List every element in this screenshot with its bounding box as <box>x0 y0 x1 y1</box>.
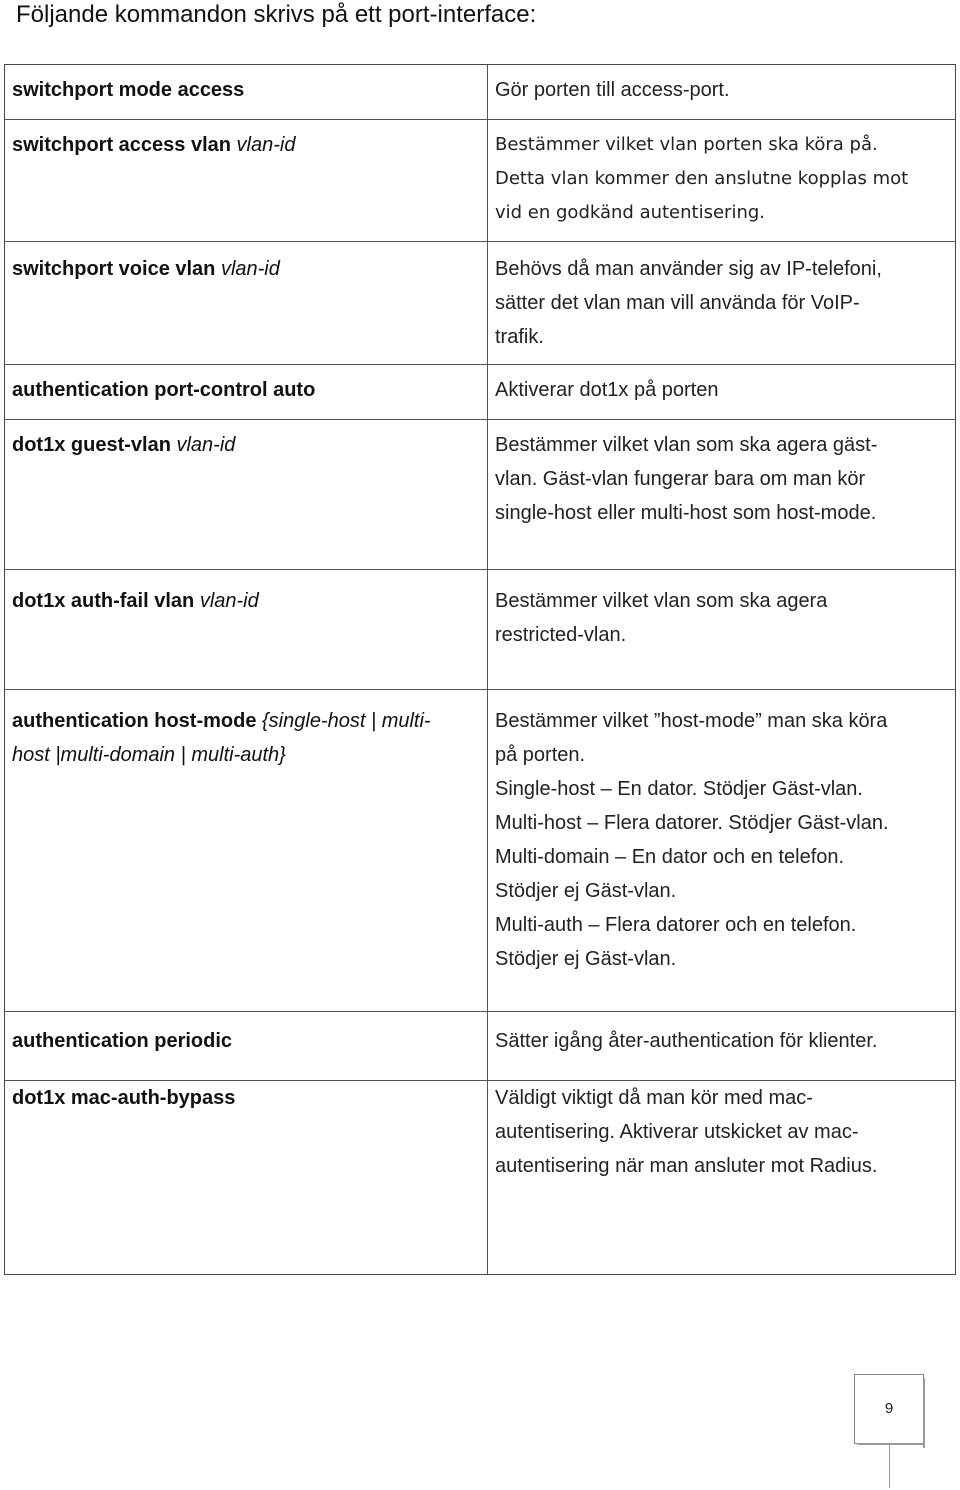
column-divider <box>487 64 488 1275</box>
command-text: authentication periodic <box>12 1030 233 1052</box>
command-cell <box>12 1024 477 1058</box>
command-cell <box>12 584 477 618</box>
description-line: Multi-domain – En dator och en telefon. <box>495 846 845 868</box>
description-line: Väldigt viktigt då man kör med mac- <box>495 1087 813 1109</box>
description-line: single-host eller multi-host som host-mode. <box>495 502 877 524</box>
table-row <box>4 1080 956 1275</box>
description-line: Multi-auth – Flera datorer och en telefon. <box>495 914 857 936</box>
command-cell <box>12 704 477 772</box>
command-cell <box>12 1081 477 1115</box>
command-text: switchport access vlan <box>12 134 237 156</box>
description-line: Detta vlan kommer den anslutne kopplas mot <box>495 168 909 189</box>
description-line: Bestämmer vilket ”host-mode” man ska köra <box>495 710 888 732</box>
description-line: Bestämmer vilket vlan porten ska köra på. <box>495 134 878 155</box>
description-line: Sätter igång åter-authentication för klienter. <box>495 1030 878 1052</box>
command-text: dot1x auth-fail vlan <box>12 590 200 612</box>
table-row <box>4 689 956 1011</box>
command-text: switchport voice vlan <box>12 258 221 280</box>
description-line: Stödjer ej Gäst-vlan. <box>495 880 677 902</box>
command-argument: host |multi-domain | multi-auth} <box>12 744 286 766</box>
description-cell <box>495 128 950 230</box>
table-row <box>4 1011 956 1066</box>
description-line: vlan. Gäst-vlan fungerar bara om man kör <box>495 468 866 490</box>
command-cell <box>12 428 477 462</box>
description-cell <box>495 373 950 407</box>
description-line: Aktiverar dot1x på porten <box>495 379 719 401</box>
table-row <box>4 364 956 419</box>
description-line: Behövs då man använder sig av IP-telefoni, <box>495 258 882 280</box>
page-heading: Följande kommandon skrivs på ett port-interface: <box>16 1 537 28</box>
description-cell <box>495 704 950 976</box>
description-line: autentisering. Aktiverar utskicket av mac- <box>495 1121 859 1143</box>
command-argument: {single-host | multi- <box>262 710 431 732</box>
description-cell <box>495 584 950 652</box>
command-argument: vlan-id <box>199 590 259 612</box>
command-text: dot1x mac-auth-bypass <box>12 1087 236 1109</box>
command-cell <box>12 73 477 107</box>
description-line: Stödjer ej Gäst-vlan. <box>495 948 677 970</box>
description-line: på porten. <box>495 744 586 766</box>
description-line: vid en godkänd autentisering. <box>495 202 766 223</box>
description-line: Gör porten till access-port. <box>495 79 730 101</box>
command-cell <box>12 373 477 407</box>
description-line: Bestämmer vilket vlan som ska agera gäst- <box>495 434 878 456</box>
description-line: trafik. <box>495 326 544 348</box>
description-line: autentisering när man ansluter mot Radius. <box>495 1155 878 1177</box>
table-row <box>4 569 956 689</box>
description-cell <box>495 1024 950 1058</box>
command-argument: vlan-id <box>236 134 296 156</box>
command-argument: vlan-id <box>220 258 280 280</box>
command-argument: vlan-id <box>176 434 236 456</box>
command-text: authentication host-mode <box>12 710 262 732</box>
table-row <box>4 119 956 223</box>
description-line: Bestämmer vilket vlan som ska agera <box>495 590 828 612</box>
page-number-shadow <box>858 1443 925 1445</box>
description-line: Single-host – En dator. Stödjer Gäst-vlan. <box>495 778 863 800</box>
page-number-shadow <box>923 1378 925 1448</box>
command-cell <box>12 128 477 162</box>
description-cell <box>495 1081 950 1183</box>
description-cell <box>495 73 950 107</box>
table-row <box>4 419 956 569</box>
description-line: restricted-vlan. <box>495 624 627 646</box>
description-cell <box>495 428 950 530</box>
page-number: 9 <box>854 1374 924 1444</box>
table-row <box>4 64 956 119</box>
command-cell <box>12 252 477 286</box>
command-text: authentication port-control auto <box>12 379 316 401</box>
command-text: switchport mode access <box>12 79 245 101</box>
description-cell <box>495 252 950 354</box>
table-row <box>4 241 956 364</box>
page-number-connector <box>889 1444 890 1488</box>
command-text: dot1x guest-vlan <box>12 434 177 456</box>
description-line: sätter det vlan man vill använda för VoIP- <box>495 292 860 314</box>
description-line: Multi-host – Flera datorer. Stödjer Gäst-vlan. <box>495 812 889 834</box>
